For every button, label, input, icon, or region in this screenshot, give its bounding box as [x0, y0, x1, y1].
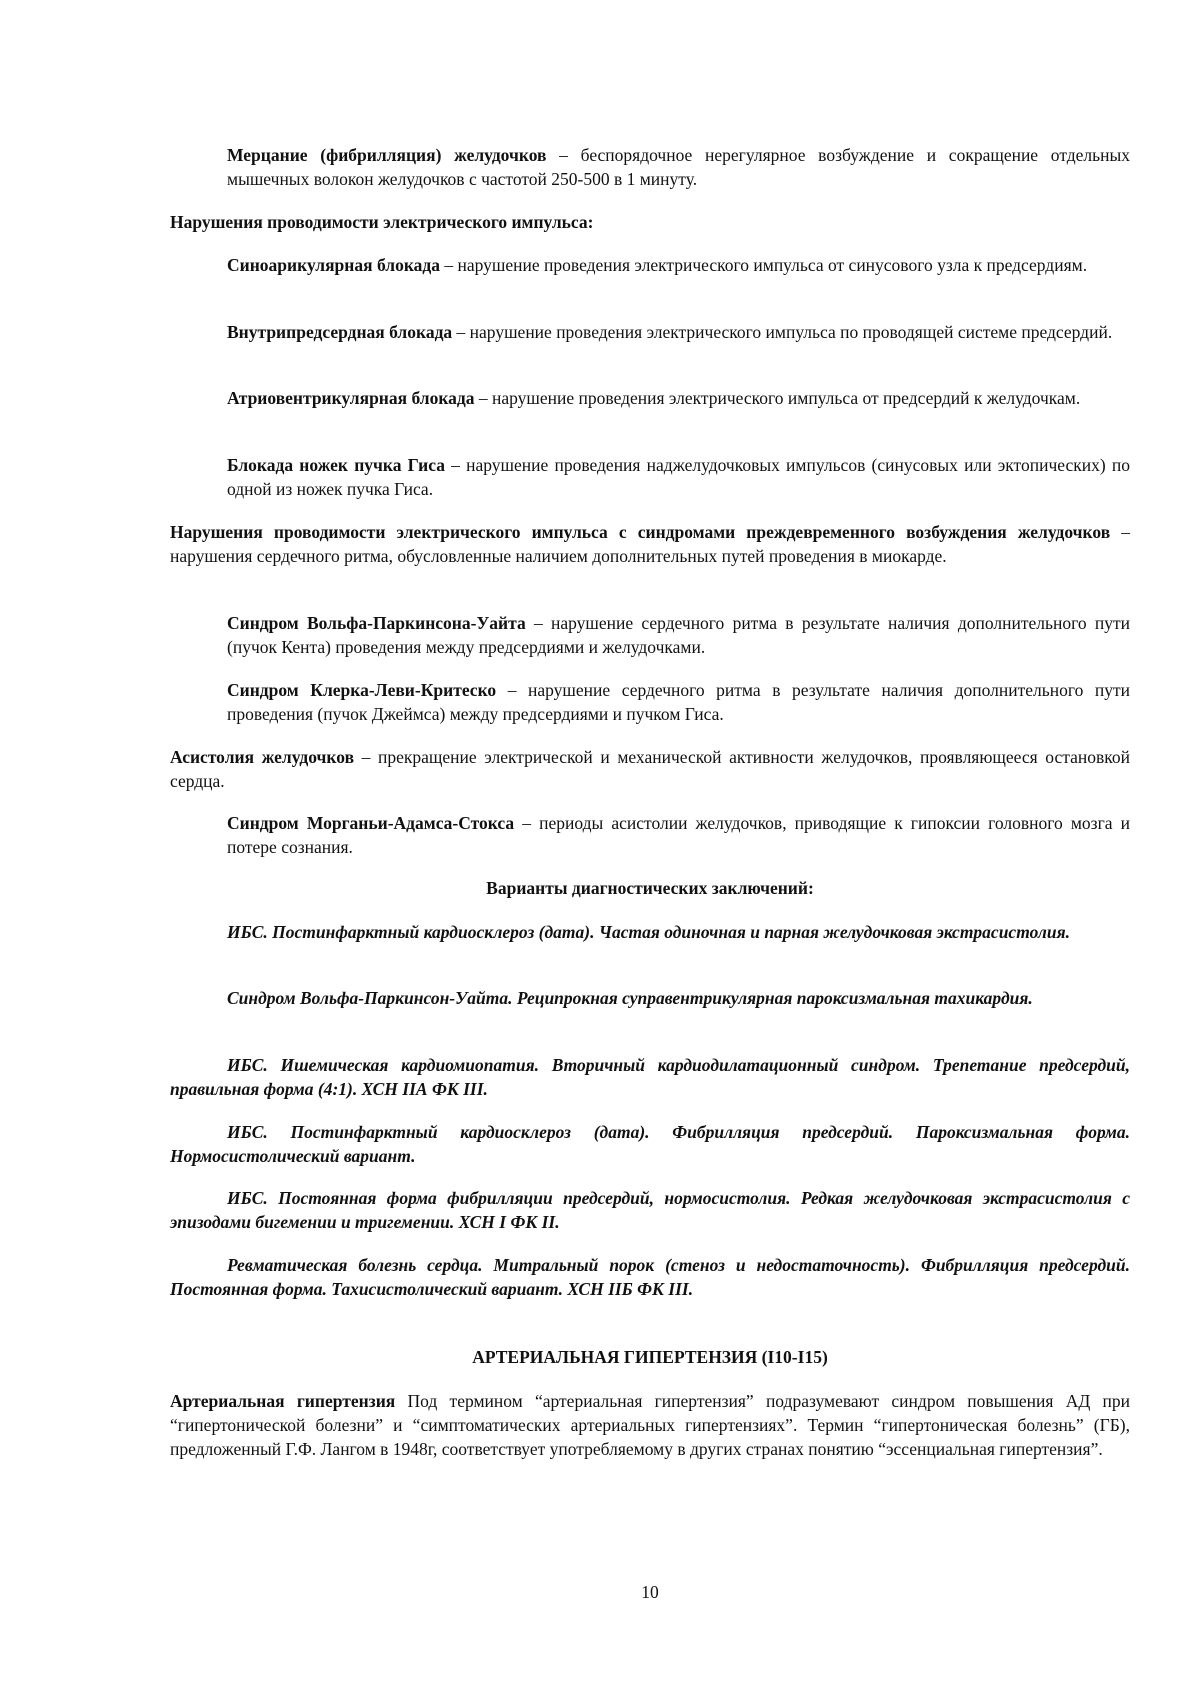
section-title: АРТЕРИАЛЬНАЯ ГИПЕРТЕНЗИЯ (I10-I15): [472, 1347, 828, 1367]
definition-term: Синдром Вольфа-Паркинсона-Уайта: [227, 613, 526, 633]
diagnosis-variant: ИБС. Постинфарктный кардиосклероз (дата). Частая одиночная и парная желудочковая экстрасистолия.: [227, 922, 1070, 942]
definition-text: – нарушение проведения электрического импульса от предсердий к желудочкам.: [474, 388, 1081, 408]
diagnosis-variant: ИБС. Постинфарктный кардиосклероз (дата). Фибрилляция предсердий. Пароксизмальная форма. Нормосистолический вариант.: [170, 1122, 1130, 1166]
variants-heading: Варианты диагностических заключений:: [486, 878, 814, 898]
definition-paragraph: [227, 811, 1130, 859]
section-subheading: [170, 210, 1130, 234]
definition-term: Синдром Морганьи-Адамса-Стокса: [227, 813, 515, 833]
definition-term: Мерцание (фибрилляция) желудочков: [227, 145, 547, 165]
definition-text: – прекращение электрической и механической активности желудочков, проявляющееся остановкой сердца.: [170, 747, 1130, 791]
definition-text: – беспорядочное нерегулярное возбуждение и сокращение отдельных мышечных волокон желудочков с частотой 250-500 в 1 минуту.: [227, 145, 1130, 189]
definition-text: – нарушение сердечного ритма в результате наличия дополнительного пути (пучок Кента) проведения между предсердиями и желудочками.: [227, 613, 1130, 657]
diagnosis-variant: Синдром Вольфа-Паркинсон-Уайта. Реципрокная суправентрикулярная пароксизмальная тахикардия.: [227, 988, 1033, 1008]
definition-term: Асистолия желудочков: [170, 747, 355, 767]
definition-term: Нарушения проводимости электрического импульса с синдромами преждевременного возбуждения желудочков: [170, 522, 1111, 542]
definition-paragraph: [227, 320, 1130, 344]
definition-text: – нарушение проведения электрического импульса от синусового узла к предсердиям.: [440, 255, 1088, 275]
definition-term: Синдром Клерка-Леви-Критеско: [227, 680, 497, 700]
definition-term: Внутрипредсердная блокада: [227, 322, 453, 342]
definition-paragraph: [227, 611, 1130, 659]
definition-paragraph: [170, 745, 1130, 793]
definition-text: – нарушение проведения наджелудочковых импульсов (синусовых или эктопических) по одной из ножек пучка Гиса.: [227, 455, 1130, 499]
definition-paragraph: [227, 386, 1130, 410]
definition-paragraph: [227, 678, 1130, 726]
definition-text: Под термином “артериальная гипертензия” подразумевают синдром повышения АД при “гипертонической болезни” и “симптоматических артериальных гипертензиях”. Термин “гипертоническая болезнь” (ГБ), предложенный Г.Ф. Лангом в 1948г, соответствует употребляемому в других странах понятию “эссенциальная гипертензия”.: [170, 1391, 1130, 1459]
definition-text: – нарушения сердечного ритма, обусловленные наличием дополнительных путей проведения в миокарде.: [170, 522, 1131, 566]
diagnosis-variant: Ревматическая болезнь сердца. Митральный порок (стеноз и недостаточность). Фибрилляция предсердий. Постоянная форма. Тахисистолический вариант. ХСН IIБ ФК III.: [170, 1255, 1130, 1299]
definition-paragraph: [227, 253, 1130, 277]
definition-text: – нарушение сердечного ритма в результате наличия дополнительного пути проведения (пучок Джеймса) между предсердиями и пучком Гиса.: [227, 680, 1130, 724]
definition-paragraph: [227, 143, 1130, 191]
definition-paragraph: [170, 520, 1130, 568]
definition-term: Артериальная гипертензия: [170, 1391, 396, 1411]
definition-paragraph: [170, 1389, 1130, 1461]
subheading-text: Нарушения проводимости электрического импульса:: [170, 212, 594, 232]
definition-paragraph: [227, 453, 1130, 501]
page-number: 10: [641, 1582, 659, 1602]
definition-text: – нарушение проведения электрического импульса по проводящей системе предсердий.: [452, 322, 1113, 342]
diagnosis-variant: ИБС. Постоянная форма фибрилляции предсердий, нормосистолия. Редкая желудочковая экстрасистолия с эпизодами бигемении и тригемении. ХСН I ФК II.: [170, 1188, 1130, 1232]
definition-term: Блокада ножек пучка Гиса: [227, 455, 445, 475]
definition-text: – периоды асистолии желудочков, приводящие к гипоксии головного мозга и потере сознания.: [227, 813, 1130, 857]
definition-term: Синоарикулярная блокада: [227, 255, 441, 275]
diagnosis-variant: ИБС. Ишемическая кардиомиопатия. Вторичный кардиодилатационный синдром. Трепетание предсердий, правильная форма (4:1). ХСН IIА ФК III.: [170, 1055, 1130, 1099]
definition-term: Атриовентрикулярная блокада: [227, 388, 475, 408]
